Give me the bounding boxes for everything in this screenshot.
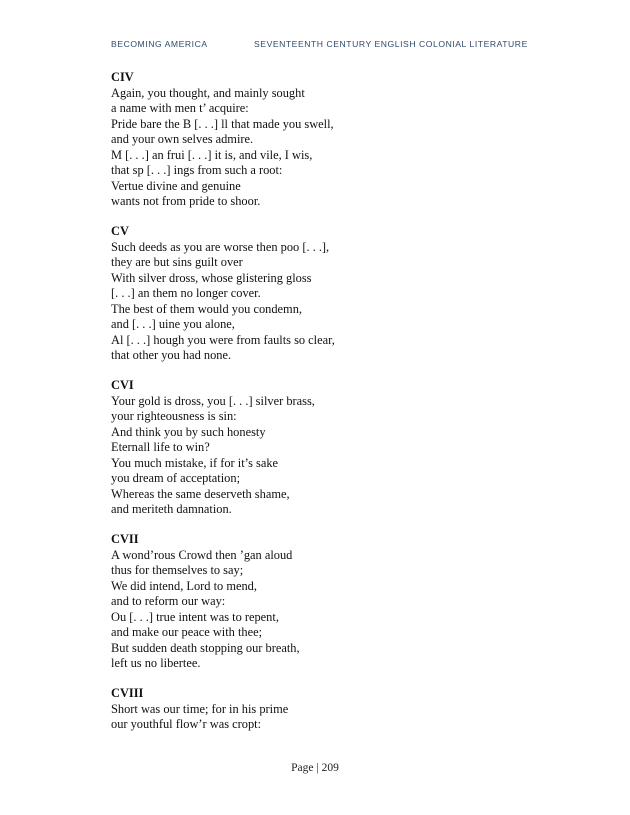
section-title: SEVENTEENTH CENTURY ENGLISH COLONIAL LITERATURE [254,39,528,49]
verse-line: With silver dross, whose glistering gloss [111,270,312,285]
stanza [111,378,531,518]
stanza [111,70,531,210]
verse-line: that sp [. . .] ings from such a root: [111,163,283,177]
stanza [111,224,531,364]
page-number: Page | 209 [291,762,339,774]
verse-line: you dream of acceptation; [111,471,241,485]
verse-line: wants not from pride to shoor. [111,194,261,208]
book-title: BECOMING AMERICA [111,39,208,49]
stanza-number: CVII [111,532,139,546]
verse-line: a name with men t’ acquire: [111,101,249,115]
verse-line: Short was our time; for in his prime [111,701,289,716]
stanza-number: CIV [111,70,134,84]
verse-line: and your own selves admire. [111,132,254,146]
verse-line: Al [. . .] hough you were from faults so clear, [111,332,335,347]
stanza-number: CV [111,224,129,238]
verse-line: Again, you thought, and mainly sought [111,85,305,100]
verse-line: and make our peace with thee; [111,625,263,639]
verse-line: Pride bare the B [. . .] ll that made you swell, [111,116,334,131]
verse-line: Ou [. . .] true intent was to repent, [111,609,279,624]
verse-line: and to reform our way: [111,594,226,608]
verse-line: and meriteth damnation. [111,502,232,516]
stanza [111,532,531,672]
verse-line: Eternall life to win? [111,440,210,454]
verse-line: M [. . .] an frui [. . .] it is, and vile, I wis, [111,147,313,162]
verse-line: your righteousness is sin: [111,409,237,423]
verse-line: and [. . .] uine you alone, [111,317,235,331]
verse-line: thus for themselves to say; [111,563,244,577]
stanza-number: CVI [111,378,134,392]
verse-line: You much mistake, if for it’s sake [111,455,279,470]
verse-line: And think you by such honesty [111,424,266,439]
running-header [111,39,531,53]
verse-line: But sudden death stopping our breath, [111,640,300,655]
verse-line: We did intend, Lord to mend, [111,578,257,593]
verse-line: our youthful flow’r was cropt: [111,717,262,731]
stanza-number: CVIII [111,686,144,700]
stanza [111,686,531,733]
verse-line: left us no libertee. [111,656,201,670]
verse-line: Vertue divine and genuine [111,178,241,193]
verse-line: that other you had none. [111,348,232,362]
verse-line: Whereas the same deserveth shame, [111,486,290,501]
verse-line: Your gold is dross, you [. . .] silver brass, [111,393,315,408]
verse-line: they are but sins guilt over [111,255,243,269]
poem-body [111,70,531,747]
verse-line: The best of them would you condemn, [111,301,302,316]
verse-line: [. . .] an them no longer cover. [111,286,261,300]
verse-line: Such deeds as you are worse then poo [. . .], [111,239,330,254]
verse-line: A wond’rous Crowd then ’gan aloud [111,547,293,562]
